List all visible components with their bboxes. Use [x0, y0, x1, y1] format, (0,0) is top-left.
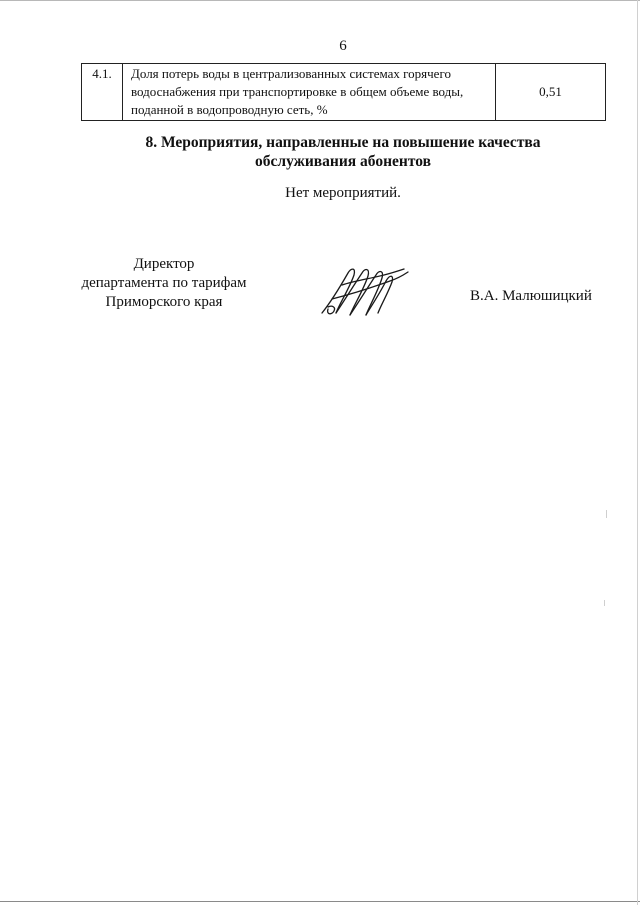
signer-position-line: Приморского края: [105, 294, 223, 310]
signer-position-line: департамента по тарифам: [81, 275, 247, 291]
scan-speck: [604, 600, 605, 606]
handwritten-signature: [318, 263, 410, 319]
section-title-line: 8. Мероприятия, направленные на повышение качества: [145, 134, 541, 151]
description-line: водоснабжения при транспортировке в общем объеме воды,: [131, 84, 464, 99]
section-title-line: обслуживания абонентов: [255, 153, 431, 170]
description-line: поданной в водопроводную сеть, %: [131, 102, 328, 117]
signer-name: В.А. Малюшицкий: [470, 288, 592, 304]
signer-position-line: Директор: [133, 256, 195, 272]
signer-position: [72, 255, 256, 312]
scan-speck: [606, 510, 607, 518]
table-row: [82, 64, 606, 121]
page-top-edge: [0, 0, 640, 1]
row-number-cell: 4.1.: [82, 64, 123, 121]
indicator-table: [81, 63, 606, 121]
section-title: [100, 133, 586, 171]
page-number: 6: [339, 38, 347, 54]
description-line: Доля потерь воды в централизованных системах горячего: [131, 66, 451, 81]
row-value-cell: 0,51: [496, 64, 606, 121]
section-body: Нет мероприятий.: [285, 185, 401, 201]
row-description-cell: [123, 64, 496, 121]
page-right-edge: [637, 0, 638, 905]
page-bottom-edge: [0, 901, 640, 902]
